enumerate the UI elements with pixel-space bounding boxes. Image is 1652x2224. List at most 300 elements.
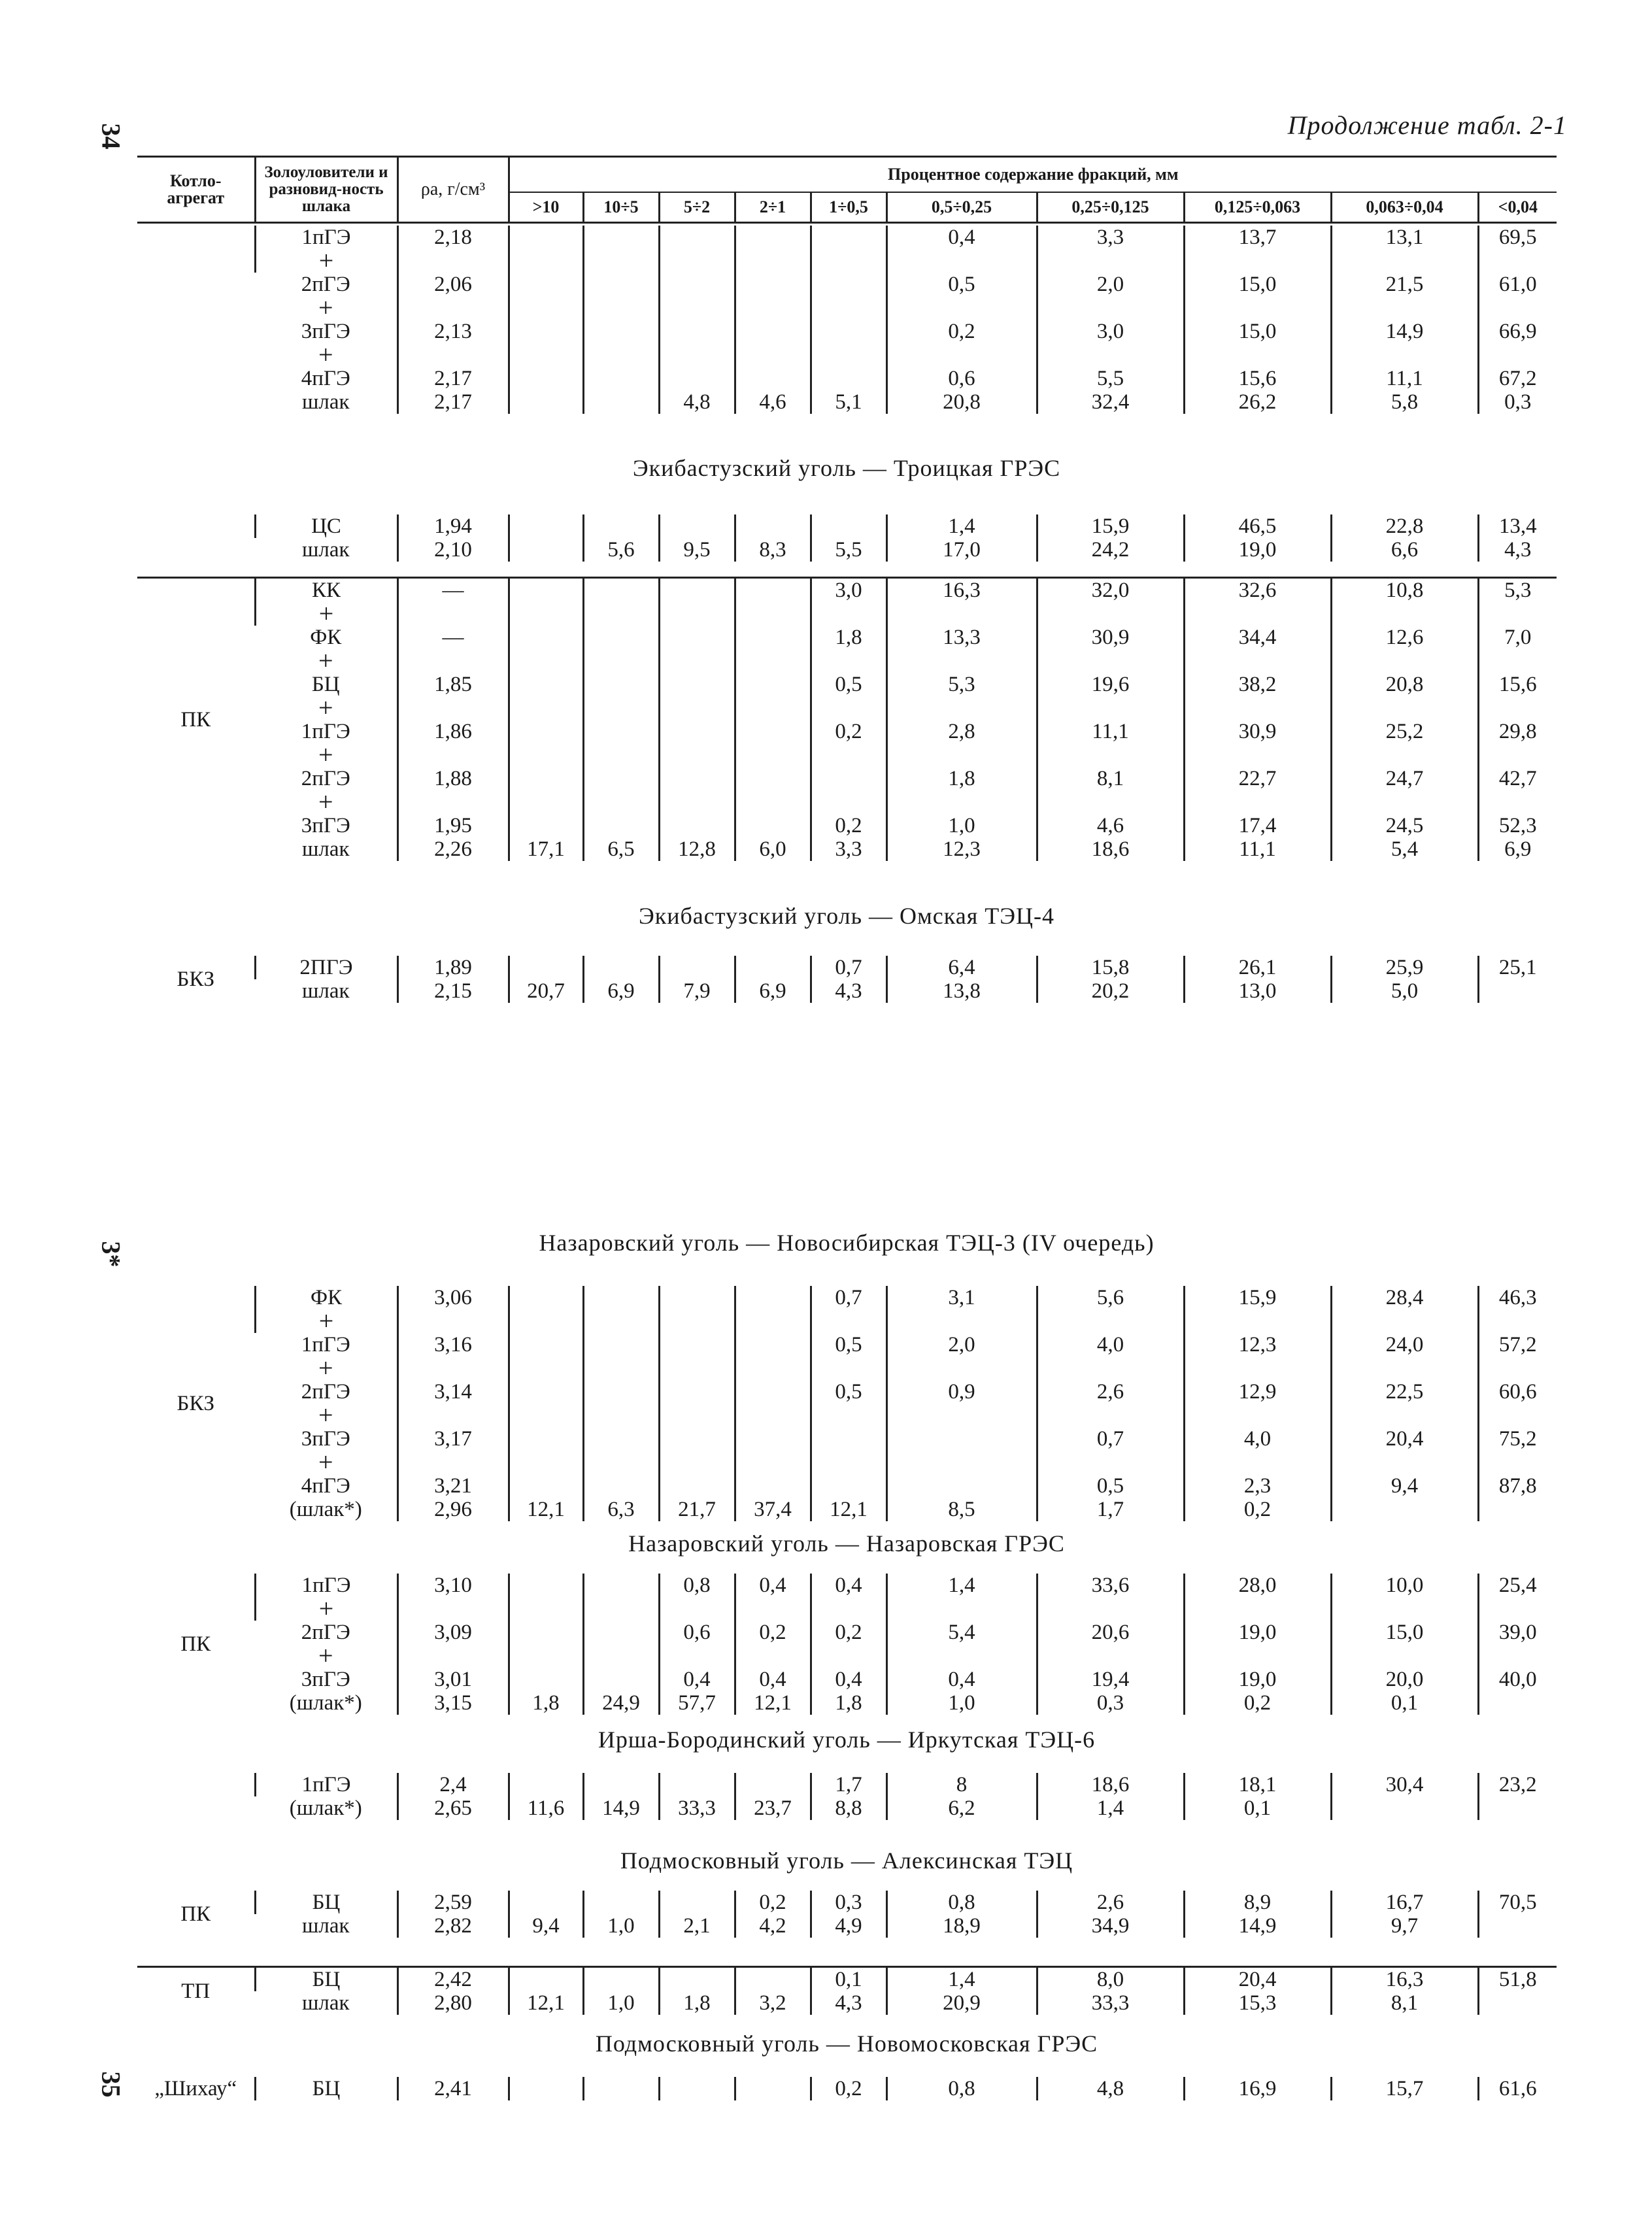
- collector-cell: [255, 1796, 397, 1820]
- fraction-cell: 0,5: [811, 1333, 886, 1380]
- fraction-cell: 30,4: [1331, 1773, 1478, 1796]
- fraction-cell: [659, 1474, 735, 1498]
- fraction-cell: 3,2: [735, 1991, 811, 2015]
- fraction-cell: 15,0: [1331, 1621, 1478, 1668]
- fraction-cell: [811, 226, 886, 273]
- fraction-cell: 19,0: [1184, 1621, 1331, 1668]
- fraction-cell: 5,1: [811, 390, 886, 414]
- collector-name: ФК: [310, 626, 342, 649]
- density-cell: 1,88: [397, 767, 509, 814]
- fraction-cell: 9,4: [1331, 1474, 1478, 1498]
- table-row: [137, 367, 1557, 390]
- fraction-cell: 5,0: [1331, 979, 1478, 1003]
- fraction-cell: [509, 1621, 583, 1668]
- collector-name: (шлак*): [289, 1691, 362, 1715]
- fraction-cell: [1478, 979, 1557, 1003]
- fraction-cell: 0,8: [659, 1574, 735, 1621]
- fraction-cell: 5,4: [1331, 837, 1478, 861]
- fraction-cell: 75,2: [1478, 1427, 1557, 1474]
- density-cell: 1,94: [397, 514, 509, 538]
- fraction-cell: 20,4: [1184, 1967, 1331, 1992]
- fraction-cell: 15,0: [1184, 320, 1331, 367]
- density-cell: 1,86: [397, 720, 509, 767]
- collector-cell: [255, 1427, 397, 1477]
- collector-name: 1пГЭ: [301, 1333, 350, 1356]
- fraction-cell: 15,3: [1184, 1991, 1331, 2015]
- fraction-cell: [735, 2077, 811, 2100]
- fraction-cell: [659, 226, 735, 273]
- table-row: [137, 1691, 1557, 1715]
- fraction-cell: 2,6: [1037, 1891, 1184, 1914]
- fraction-cell: [659, 1891, 735, 1914]
- table-header: [137, 156, 1557, 224]
- collector-cell: [255, 1914, 397, 1938]
- header-collector: Золоуловители и разновид-ность шлака: [255, 157, 397, 223]
- fraction-cell: [1331, 1796, 1478, 1820]
- fraction-cell: 33,3: [1037, 1991, 1184, 2015]
- fraction-cell: 6,0: [735, 837, 811, 861]
- collector-cell: [255, 320, 397, 367]
- fraction-cell: 17,4: [1184, 814, 1331, 837]
- fraction-cell: [583, 1380, 659, 1427]
- fraction-cell: 14,9: [583, 1796, 659, 1820]
- table-row: [137, 1668, 1557, 1691]
- fraction-cell: 2,0: [886, 1333, 1037, 1380]
- table-row: [137, 578, 1557, 626]
- fraction-cell: 2,1: [659, 1914, 735, 1938]
- fraction-cell: 5,3: [886, 673, 1037, 720]
- fraction-cell: 20,6: [1037, 1621, 1184, 1668]
- fraction-cell: 18,6: [1037, 1773, 1184, 1796]
- fraction-cell: [811, 767, 886, 814]
- data-group-table: [137, 577, 1557, 861]
- fraction-cell: 4,2: [735, 1914, 811, 1938]
- fraction-cell: 2,8: [886, 720, 1037, 767]
- collector-cell: [255, 1621, 397, 1668]
- fraction-cell: 29,8: [1478, 720, 1557, 767]
- fraction-cell: [1478, 1691, 1557, 1715]
- fraction-cell: [509, 367, 583, 390]
- fraction-cell: 0,2: [735, 1621, 811, 1668]
- collector-cell: [255, 514, 397, 538]
- collector-name: 1пГЭ: [301, 1773, 351, 1796]
- fraction-cell: 15,8: [1037, 956, 1184, 979]
- fraction-cell: [1478, 1796, 1557, 1820]
- fraction-cell: [811, 514, 886, 538]
- collector-name: шлак: [301, 538, 350, 562]
- density-cell: 2,41: [397, 2077, 509, 2100]
- fraction-cell: 0,7: [811, 956, 886, 979]
- table-row: [137, 320, 1557, 367]
- plus-sign: +: [318, 246, 334, 275]
- fraction-cell: [509, 1668, 583, 1691]
- fraction-cell: 8,3: [735, 538, 811, 562]
- fraction-cell: 26,2: [1184, 390, 1331, 414]
- density-cell: 3,06: [397, 1286, 509, 1333]
- section-title: Назаровский уголь — Назаровская ГРЭС: [628, 1530, 1065, 1557]
- density-cell: 2,80: [397, 1991, 509, 2015]
- fraction-cell: [509, 1474, 583, 1498]
- fraction-cell: 6,4: [886, 956, 1037, 979]
- header-fraction-9: <0,04: [1478, 192, 1557, 223]
- fraction-cell: 1,4: [1037, 1796, 1184, 1820]
- table-row: [137, 2077, 1557, 2100]
- fraction-cell: [583, 2077, 659, 2100]
- fraction-cell: [735, 626, 811, 673]
- fraction-cell: [509, 626, 583, 673]
- fraction-cell: 25,1: [1478, 956, 1557, 979]
- fraction-cell: 8,1: [1331, 1991, 1478, 2015]
- fraction-cell: 9,5: [659, 538, 735, 562]
- collector-cell: [255, 578, 397, 626]
- fraction-cell: 20,2: [1037, 979, 1184, 1003]
- data-group-table: [137, 956, 1557, 1003]
- fraction-cell: 5,8: [1331, 390, 1478, 414]
- density-cell: 2,59: [397, 1891, 509, 1914]
- collector-cell: [255, 720, 397, 767]
- fraction-cell: [509, 1427, 583, 1474]
- collector-name: шлак: [301, 837, 350, 861]
- fraction-cell: 3,3: [1037, 226, 1184, 273]
- fraction-cell: 5,5: [811, 538, 886, 562]
- collector-name: 3пГЭ: [301, 320, 350, 343]
- unit-cell: „Шихау“: [154, 2077, 237, 2100]
- fraction-cell: 0,4: [811, 1668, 886, 1691]
- fraction-cell: 17,1: [509, 837, 583, 861]
- fraction-cell: 33,3: [659, 1796, 735, 1820]
- collector-name: 3пГЭ: [301, 1427, 350, 1451]
- header-fraction-3: 2÷1: [735, 192, 811, 223]
- data-group-table: [137, 2077, 1557, 2100]
- collector-cell: [255, 367, 397, 390]
- fraction-cell: [583, 578, 659, 626]
- fraction-cell: [509, 2077, 583, 2100]
- fraction-cell: 16,3: [886, 578, 1037, 626]
- fraction-cell: 25,2: [1331, 720, 1478, 767]
- section-title: Подмосковный уголь — Алексинская ТЭЦ: [620, 1847, 1073, 1874]
- fraction-cell: 11,6: [509, 1796, 583, 1820]
- fraction-cell: 7,9: [659, 979, 735, 1003]
- collector-cell: [255, 1333, 397, 1383]
- table-row: [137, 1427, 1557, 1474]
- fraction-cell: [735, 814, 811, 837]
- fraction-cell: [735, 1380, 811, 1427]
- plus-sign: +: [318, 1447, 333, 1477]
- fraction-cell: 6,3: [583, 1498, 659, 1521]
- fraction-cell: [509, 538, 583, 562]
- data-group-table: [137, 1286, 1557, 1521]
- fraction-cell: 0,7: [1037, 1427, 1184, 1474]
- fraction-cell: [659, 320, 735, 367]
- section-title: Экибастузский уголь — Троицкая ГРЭС: [632, 455, 1061, 481]
- plus-sign: +: [318, 293, 333, 322]
- fraction-cell: 60,6: [1478, 1380, 1557, 1427]
- collector-cell: [255, 1380, 397, 1430]
- density-cell: 3,21: [397, 1474, 509, 1498]
- fraction-cell: 30,9: [1184, 720, 1331, 767]
- fraction-cell: 19,6: [1037, 673, 1184, 720]
- fraction-cell: [583, 814, 659, 837]
- fraction-cell: [583, 1967, 659, 1992]
- fraction-cell: 4,3: [811, 979, 886, 1003]
- fraction-cell: 4,6: [1037, 814, 1184, 837]
- collector-cell: [255, 273, 397, 320]
- fraction-cell: 12,1: [509, 1991, 583, 2015]
- page-number-mid: 3*: [96, 1241, 126, 1268]
- fraction-cell: 30,9: [1037, 626, 1184, 673]
- fraction-cell: 0,2: [811, 814, 886, 837]
- fraction-cell: 20,9: [886, 1991, 1037, 2015]
- fraction-cell: 6,9: [1478, 837, 1557, 861]
- fraction-cell: 6,2: [886, 1796, 1037, 1820]
- header-unit: Котло- агрегат: [167, 171, 225, 207]
- fraction-cell: [509, 1333, 583, 1380]
- fraction-cell: 4,8: [659, 390, 735, 414]
- density-cell: 2,96: [397, 1498, 509, 1521]
- density-cell: 3,01: [397, 1668, 509, 1691]
- fraction-cell: 24,5: [1331, 814, 1478, 837]
- fraction-cell: [735, 226, 811, 273]
- fraction-cell: 8,1: [1037, 767, 1184, 814]
- header-fraction-1: 10÷5: [583, 192, 659, 223]
- collector-name: ФК: [310, 1286, 343, 1309]
- collector-cell: [255, 1574, 397, 1621]
- collector-cell: [255, 767, 397, 817]
- fraction-cell: 10,8: [1331, 578, 1478, 626]
- fraction-cell: [1478, 1498, 1557, 1521]
- collector-name: КК: [311, 579, 341, 602]
- fraction-cell: [583, 1286, 659, 1333]
- fraction-cell: 13,1: [1331, 226, 1478, 273]
- fraction-cell: [735, 1427, 811, 1474]
- fraction-cell: 0,2: [886, 320, 1037, 367]
- fraction-cell: 0,1: [1184, 1796, 1331, 1820]
- collector-name: 1пГЭ: [301, 226, 351, 249]
- table-row: [137, 837, 1557, 861]
- fraction-cell: [583, 390, 659, 414]
- table-row: [137, 1796, 1557, 1820]
- table-row: [137, 1574, 1557, 1621]
- fraction-cell: 28,4: [1331, 1286, 1478, 1333]
- density-cell: 3,16: [397, 1333, 509, 1380]
- unit-cell: БКЗ: [177, 968, 214, 991]
- fraction-cell: 0,4: [659, 1668, 735, 1691]
- fraction-cell: 16,3: [1331, 1967, 1478, 1992]
- fraction-cell: 3,0: [811, 578, 886, 626]
- fraction-cell: [509, 1891, 583, 1914]
- fraction-cell: 57,7: [659, 1691, 735, 1715]
- collector-cell: [255, 1967, 397, 1992]
- fraction-cell: 0,3: [1478, 390, 1557, 414]
- table-row: [137, 1498, 1557, 1521]
- fraction-cell: [509, 578, 583, 626]
- page-number-top: 34: [96, 123, 126, 150]
- fraction-cell: [659, 1773, 735, 1796]
- fraction-cell: 25,9: [1331, 956, 1478, 979]
- plus-sign: +: [318, 340, 333, 369]
- fraction-cell: 20,8: [886, 390, 1037, 414]
- table-row: [137, 1773, 1557, 1796]
- collector-cell: [255, 1474, 397, 1498]
- fraction-cell: 12,8: [659, 837, 735, 861]
- fraction-cell: 23,2: [1478, 1773, 1557, 1796]
- fraction-cell: [735, 578, 811, 626]
- density-cell: 2,4: [397, 1773, 509, 1796]
- fraction-cell: [735, 1967, 811, 1992]
- plus-sign: +: [318, 693, 333, 722]
- fraction-cell: 4,9: [811, 1914, 886, 1938]
- fraction-cell: 9,4: [509, 1914, 583, 1938]
- fraction-cell: [735, 514, 811, 538]
- collector-name: БЦ: [312, 2077, 341, 2100]
- fraction-cell: 39,0: [1478, 1621, 1557, 1668]
- collector-name: 4пГЭ: [301, 367, 350, 390]
- fraction-cell: 0,9: [886, 1380, 1037, 1427]
- fraction-cell: 37,4: [735, 1498, 811, 1521]
- unit-cell: [137, 514, 255, 562]
- header-density: ρa, г/см³: [397, 157, 509, 223]
- fraction-cell: [583, 1574, 659, 1621]
- fraction-cell: 87,8: [1478, 1474, 1557, 1498]
- fraction-cell: 12,1: [811, 1498, 886, 1521]
- fraction-cell: [811, 1427, 886, 1474]
- fraction-cell: 34,9: [1037, 1914, 1184, 1938]
- fraction-cell: 2,3: [1184, 1474, 1331, 1498]
- fraction-cell: [735, 1333, 811, 1380]
- table-row: [137, 1991, 1557, 2015]
- density-cell: 3,09: [397, 1621, 509, 1668]
- density-cell: 2,06: [397, 273, 509, 320]
- fraction-cell: 20,0: [1331, 1668, 1478, 1691]
- fraction-cell: [509, 1574, 583, 1621]
- fraction-cell: [509, 320, 583, 367]
- header-fractions: Процентное содержание фракций, мм: [509, 157, 1557, 193]
- fraction-cell: [509, 273, 583, 320]
- section-title: Ирша-Бородинский уголь — Иркутская ТЭЦ-6: [598, 1727, 1096, 1753]
- fraction-cell: 11,1: [1184, 837, 1331, 861]
- fraction-cell: 0,2: [1184, 1691, 1331, 1715]
- fraction-cell: [659, 514, 735, 538]
- fraction-cell: 24,2: [1037, 538, 1184, 562]
- page-number-bottom: 35: [96, 2071, 126, 2098]
- collector-cell: [255, 2077, 397, 2100]
- collector-name: шлак: [301, 390, 350, 414]
- density-cell: 2,82: [397, 1914, 509, 1938]
- density-cell: 3,14: [397, 1380, 509, 1427]
- fraction-cell: 0,5: [1037, 1474, 1184, 1498]
- fraction-cell: 12,1: [735, 1691, 811, 1715]
- fraction-cell: [583, 626, 659, 673]
- fraction-cell: [735, 1474, 811, 1498]
- fraction-cell: [659, 273, 735, 320]
- header-fraction-4: 1÷0,5: [811, 192, 886, 223]
- section-title: Экибастузский уголь — Омская ТЭЦ-4: [638, 903, 1055, 929]
- fraction-cell: 8,9: [1184, 1891, 1331, 1914]
- plus-sign: +: [318, 1306, 334, 1336]
- fraction-cell: 0,4: [811, 1574, 886, 1621]
- fraction-cell: [509, 720, 583, 767]
- fraction-cell: 15,6: [1184, 367, 1331, 390]
- fraction-cell: [659, 578, 735, 626]
- fraction-cell: 46,5: [1184, 514, 1331, 538]
- fraction-cell: 13,4: [1478, 514, 1557, 538]
- fraction-cell: 0,2: [1184, 1498, 1331, 1521]
- header-fraction-6: 0,25÷0,125: [1037, 192, 1184, 223]
- data-group-table: [137, 514, 1557, 562]
- fraction-cell: 11,1: [1037, 720, 1184, 767]
- fraction-cell: 6,9: [583, 979, 659, 1003]
- fraction-cell: 4,6: [735, 390, 811, 414]
- collector-name: 2пГЭ: [301, 767, 350, 790]
- plus-sign: +: [318, 1594, 334, 1623]
- density-cell: 3,17: [397, 1427, 509, 1474]
- collector-cell: [255, 837, 397, 861]
- fraction-cell: [735, 367, 811, 390]
- fraction-cell: 1,8: [886, 767, 1037, 814]
- fraction-cell: 0,1: [811, 1967, 886, 1992]
- fraction-cell: [735, 956, 811, 979]
- fraction-cell: [583, 1333, 659, 1380]
- fraction-cell: 20,7: [509, 979, 583, 1003]
- fraction-cell: 6,9: [735, 979, 811, 1003]
- fraction-cell: 15,6: [1478, 673, 1557, 720]
- collector-cell: [255, 390, 397, 414]
- table-row: [137, 514, 1557, 538]
- fraction-cell: 67,2: [1478, 367, 1557, 390]
- table-row: [137, 538, 1557, 562]
- fraction-cell: 8,8: [811, 1796, 886, 1820]
- density-cell: 2,10: [397, 538, 509, 562]
- fraction-cell: 1,8: [811, 626, 886, 673]
- fraction-cell: [659, 1967, 735, 1992]
- collector-name: БЦ: [311, 673, 340, 696]
- density-cell: 3,15: [397, 1691, 509, 1715]
- fraction-cell: 8,0: [1037, 1967, 1184, 1992]
- fraction-cell: [735, 1773, 811, 1796]
- fraction-cell: 0,5: [811, 673, 886, 720]
- fraction-cell: 0,5: [811, 1380, 886, 1427]
- fraction-cell: 22,7: [1184, 767, 1331, 814]
- table-row: [137, 1914, 1557, 1938]
- unit-cell: ТП: [181, 1980, 211, 2003]
- data-group-table: [137, 226, 1557, 414]
- fraction-cell: 22,5: [1331, 1380, 1478, 1427]
- fraction-cell: 14,9: [1331, 320, 1478, 367]
- fraction-cell: [659, 814, 735, 837]
- collector-name: 1пГЭ: [301, 1574, 351, 1597]
- fraction-cell: [509, 1380, 583, 1427]
- fraction-cell: 42,7: [1478, 767, 1557, 814]
- fraction-cell: [583, 1474, 659, 1498]
- fraction-cell: 12,3: [1184, 1333, 1331, 1380]
- fraction-cell: 66,9: [1478, 320, 1557, 367]
- fraction-cell: [583, 367, 659, 390]
- fraction-cell: 16,7: [1331, 1891, 1478, 1914]
- fraction-cell: 32,4: [1037, 390, 1184, 414]
- density-cell: 2,18: [397, 226, 509, 273]
- fraction-cell: 12,6: [1331, 626, 1478, 673]
- fraction-cell: 18,6: [1037, 837, 1184, 861]
- unit-cell: [137, 226, 255, 414]
- collector-name: 3пГЭ: [301, 814, 350, 837]
- density-cell: 2,15: [397, 979, 509, 1003]
- table-row: [137, 956, 1557, 979]
- collector-cell: [255, 1773, 397, 1796]
- density-cell: —: [397, 626, 509, 673]
- fraction-cell: 13,0: [1184, 979, 1331, 1003]
- fraction-cell: [735, 673, 811, 720]
- fraction-cell: 0,4: [735, 1668, 811, 1691]
